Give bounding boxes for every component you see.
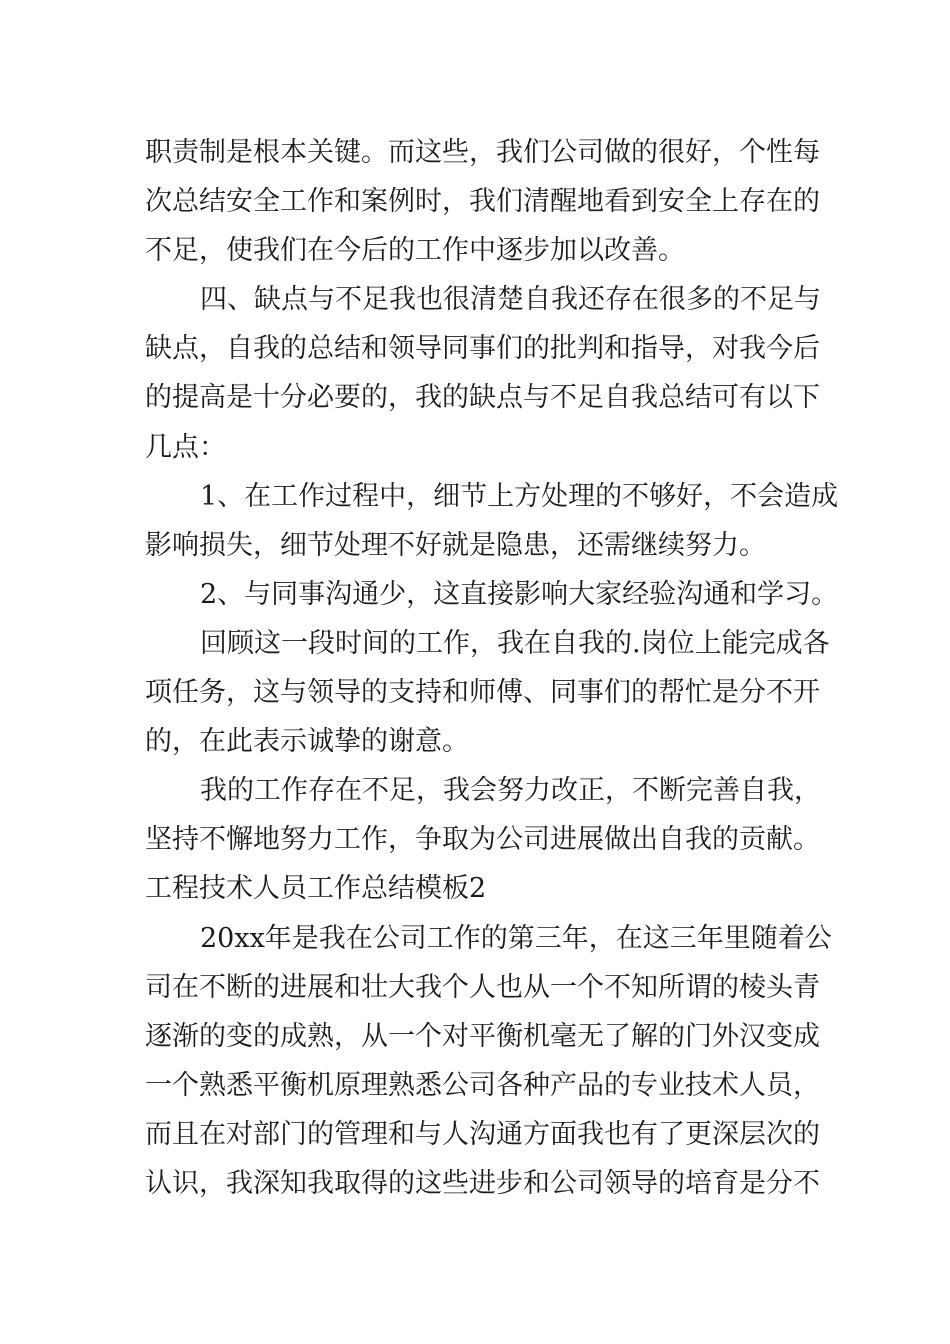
text-line: 缺点，自我的总结和领导同事们的批判和指导，对我今后: [145, 333, 820, 365]
text-line: 认识，我深知我取得的这些进步和公司领导的培育是分不: [145, 1167, 820, 1199]
text-line: 影响损失，细节处理不好就是隐患，还需继续努力。: [145, 529, 766, 561]
text-line: 几点：: [145, 431, 226, 463]
section-heading: 工程技术人员工作总结模板2: [145, 873, 487, 905]
text-line: 职责制是根本关键。而这些，我们公司做的很好，个性每: [145, 137, 820, 168]
document-body: [145, 128, 839, 1208]
text-line: 的提高是十分必要的，我的缺点与不足自我总结可有以下: [145, 382, 820, 414]
text-line: 的，在此表示诚挚的谢意。: [145, 726, 469, 758]
paragraph-first-line: 20xx年是我在公司工作的第三年，在这三年里随着公: [200, 922, 832, 954]
text-line: 而且在对部门的管理和与人沟通方面我也有了更深层次的: [145, 1118, 820, 1150]
text-line: 司在不断的进展和壮大我个人也从一个不知所谓的棱头青: [145, 971, 820, 1003]
text-line: 一个熟悉平衡机原理熟悉公司各种产品的专业技术人员，: [145, 1069, 820, 1101]
list-item-first-line: 1、在工作过程中，细节上方处理的不够好，不会造成: [200, 480, 839, 512]
text-line: 坚持不懈地努力工作，争取为公司进展做出自我的贡献。: [145, 824, 820, 856]
paragraph-first-line: 我的工作存在不足，我会努力改正，不断完善自我，: [200, 775, 821, 807]
text-line: 不足，使我们在今后的工作中逐步加以改善。: [145, 235, 685, 267]
text-line: 次总结安全工作和案例时，我们清醒地看到安全上存在的: [145, 186, 820, 218]
paragraph-first-line: 回顾这一段时间的工作，我在自我的.岗位上能完成各: [200, 627, 830, 659]
text-line: 逐渐的变的成熟，从一个对平衡机毫无了解的门外汉变成: [145, 1020, 820, 1052]
list-item-first-line: 2、与同事沟通少，这直接影响大家经验沟通和学习。: [200, 578, 839, 610]
paragraph-first-line: 四、缺点与不足我也很清楚自我还存在很多的不足与: [200, 284, 821, 316]
text-line: 项任务，这与领导的支持和师傅、同事们的帮忙是分不开: [145, 677, 820, 709]
